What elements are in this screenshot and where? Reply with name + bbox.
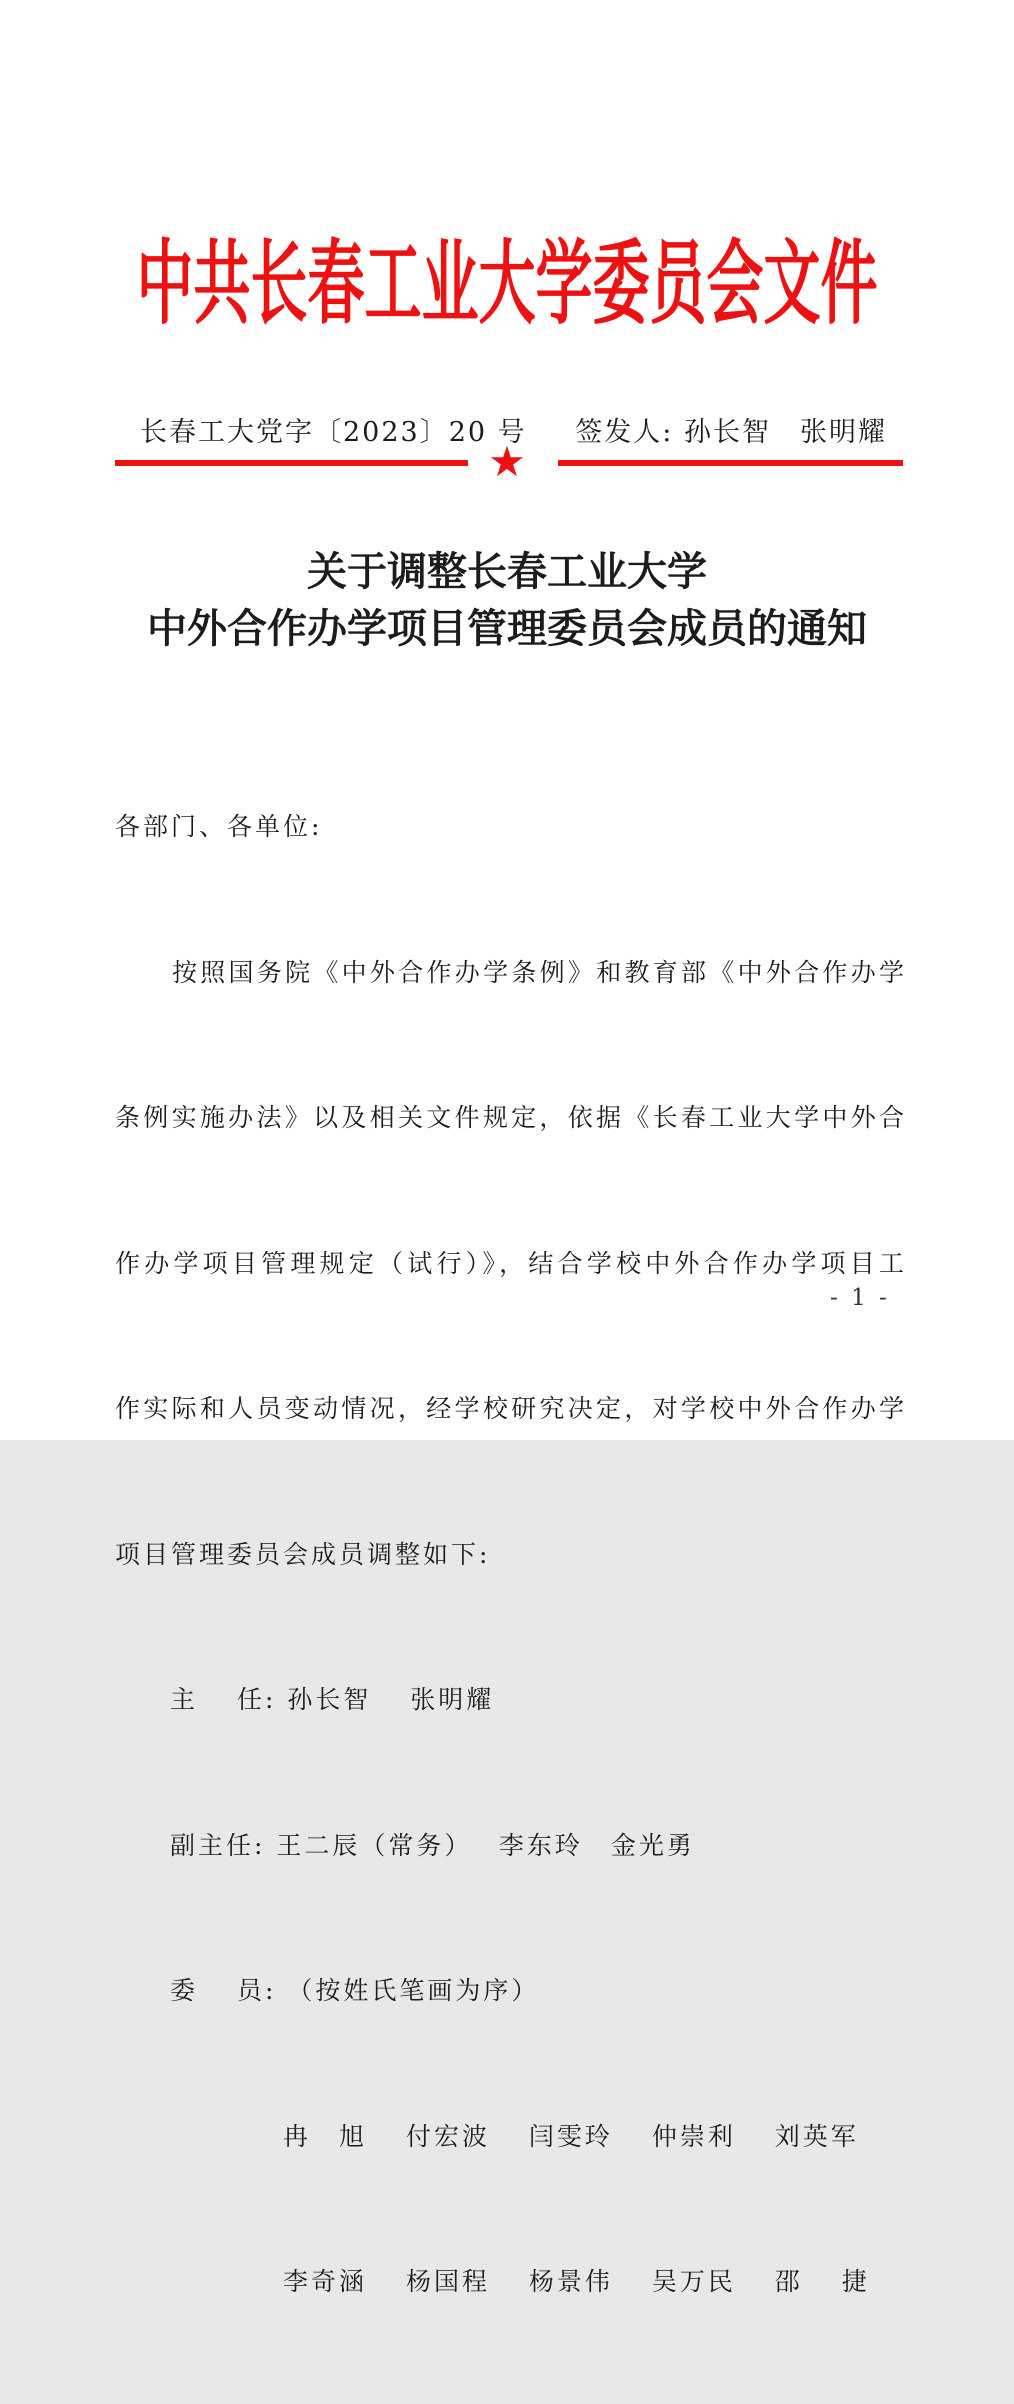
notice-title: [0, 543, 1014, 657]
notice-title-line1: 关于调整长春工业大学: [307, 548, 707, 595]
body-line-member-names: 李奇涵 杨国程 杨景伟 吴万民 邵 捷: [283, 2267, 870, 2296]
body-line-member-names: 冉 旭 付宏波 闫雯玲 仲崇利 刘英军: [283, 2121, 859, 2151]
page-number: - 1 -: [830, 1285, 890, 1311]
body-line-salutation: 各部门、各单位:: [115, 812, 323, 841]
body-text: [115, 706, 907, 2404]
body-line: 按照国务院《中外合作办学条例》和教育部《中外合作办学: [172, 957, 907, 987]
body-line: 条例实施办法》以及相关文件规定，依据《长春工业大学中外合: [115, 1103, 907, 1132]
org-banner-text: 中共长春工业大学委员会文件: [136, 230, 878, 338]
star-icon: ★: [488, 437, 526, 486]
body-line: 项目管理委员会成员调整如下:: [115, 1539, 491, 1569]
body-line: 作办学项目管理规定（试行）》，结合学校中外合作办学项目工: [115, 1248, 907, 1278]
body-line-members-label: 委 员: （按姓氏笔画为序）: [170, 1976, 540, 2005]
body-line-deputy: 副主任: 王二辰（常务） 李东玲 金光勇: [170, 1830, 695, 1860]
body-line: 作实际和人员变动情况，经学校研究决定，对学校中外合作办学: [115, 1394, 907, 1423]
red-rule-right: [558, 460, 903, 466]
red-rule-left: [115, 460, 468, 466]
red-header-banner: [0, 230, 1014, 338]
body-line-director: 主 任: 孙长智 张明耀: [170, 1685, 495, 1714]
notice-title-line2: 中外合作办学项目管理委员会成员的通知: [147, 605, 867, 652]
document-number: 长春工大党字〔2023〕20 号: [140, 417, 527, 448]
issuer-line: 签发人: 孙长智 张明耀: [575, 417, 887, 448]
